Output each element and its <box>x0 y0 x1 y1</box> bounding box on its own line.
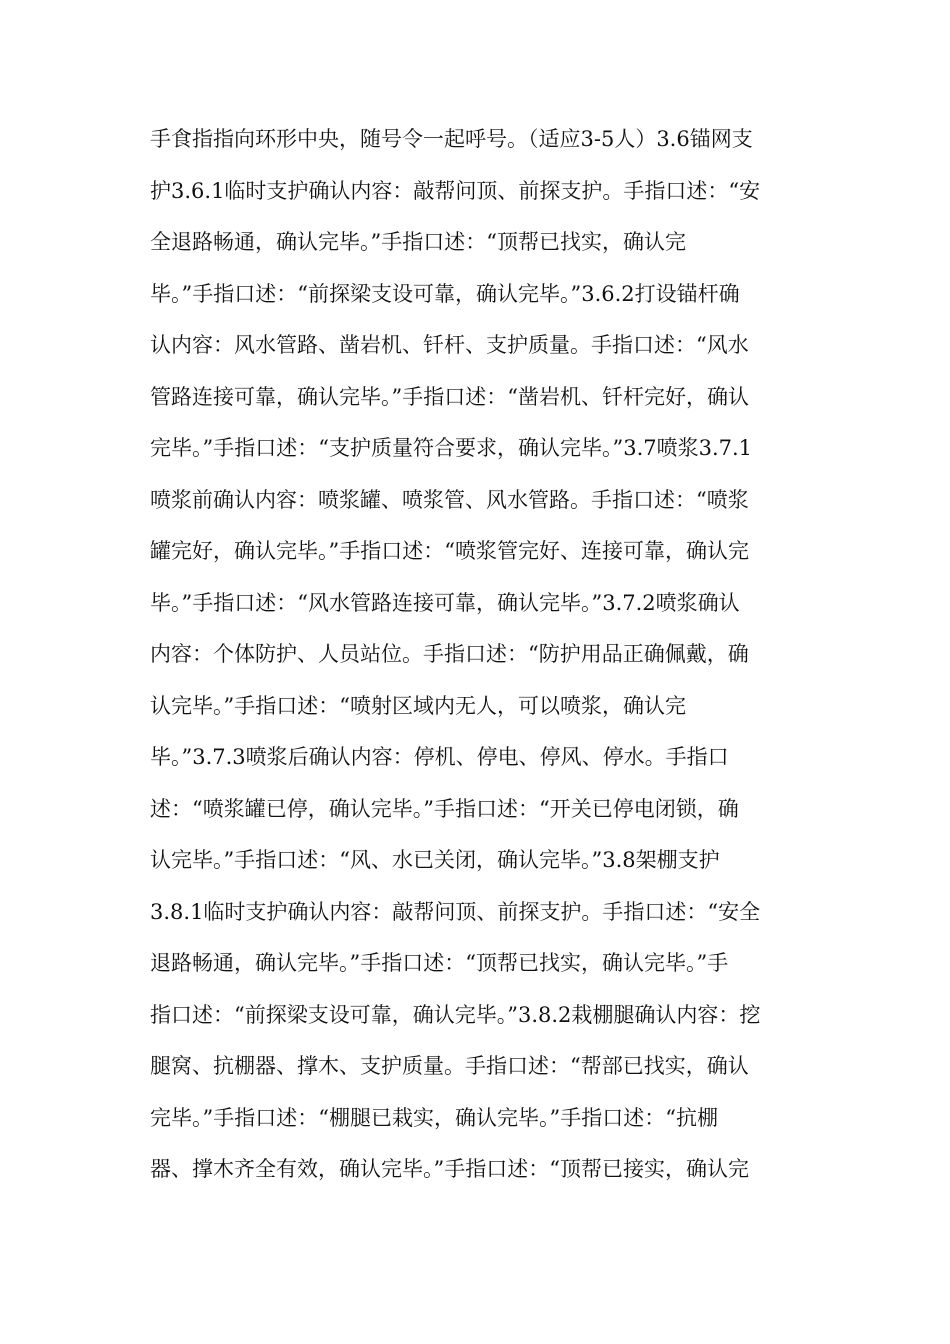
text-line: 完毕。”手指口述：“棚腿已栽实，确认完毕。”手指口述：“抗棚 <box>150 1105 718 1130</box>
text-line: 毕。”3.7.3喷浆后确认内容：停机、停电、停风、停水。手指口 <box>150 745 729 769</box>
text-line: 毕。”手指口述：“前探梁支设可靠，确认完毕。”3.6.2打设锚杆确 <box>150 281 740 306</box>
text-line: 完毕。”手指口述：“支护质量符合要求，确认完毕。”3.7喷浆3.7.1 <box>150 436 753 460</box>
text-line: 内容：个体防护、人员站位。手指口述：“防护用品正确佩戴，确 <box>150 642 749 666</box>
body-text <box>150 114 810 1196</box>
text-line: 毕。”手指口述：“风水管路连接可靠，确认完毕。”3.7.2喷浆确认 <box>150 590 740 615</box>
text-line: 护3.6.1临时支护确认内容：敲帮问顶、前探支护。手指口述：“安 <box>150 178 761 203</box>
text-line: 述：“喷浆罐已停，确认完毕。”手指口述：“开关已停电闭锁，确 <box>150 796 739 821</box>
text-line: 指口述：“前探梁支设可靠，确认完毕。”3.8.2栽棚腿确认内容：挖 <box>150 1002 761 1027</box>
text-line: 认完毕。”手指口述：“喷射区域内无人，可以喷浆，确认完 <box>150 693 686 718</box>
text-line: 喷浆前确认内容：喷浆罐、喷浆管、风水管路。手指口述：“喷浆 <box>150 487 749 512</box>
text-line: 认内容：风水管路、凿岩机、钎杆、支护质量。手指口述：“风水 <box>150 333 749 357</box>
text-line: 认完毕。”手指口述：“风、水已关闭，确认完毕。”3.8架棚支护 <box>150 848 720 872</box>
text-line: 全退路畅通，确认完毕。”手指口述：“顶帮已找实，确认完 <box>150 230 686 254</box>
text-line: 退路畅通，确认完毕。”手指口述：“顶帮已找实，确认完毕。”手 <box>150 951 729 975</box>
text-line: 腿窝、抗棚器、撑木、支护质量。手指口述：“帮部已找实，确认 <box>150 1054 749 1078</box>
text-line: 器、撑木齐全有效，确认完毕。”手指口述：“顶帮已接实，确认完 <box>150 1157 749 1181</box>
text-line: 管路连接可靠，确认完毕。”手指口述：“凿岩机、钎杆完好，确认 <box>150 384 749 409</box>
text-line: 3.8.1临时支护确认内容：敲帮问顶、前探支护。手指口述：“安全 <box>150 899 761 924</box>
text-line: 罐完好，确认完毕。”手指口述：“喷浆管完好、连接可靠，确认完 <box>150 539 749 563</box>
text-line: 手食指指向环形中央，随号令一起呼号。（适应3-5人）3.6锚网支 <box>150 127 753 151</box>
